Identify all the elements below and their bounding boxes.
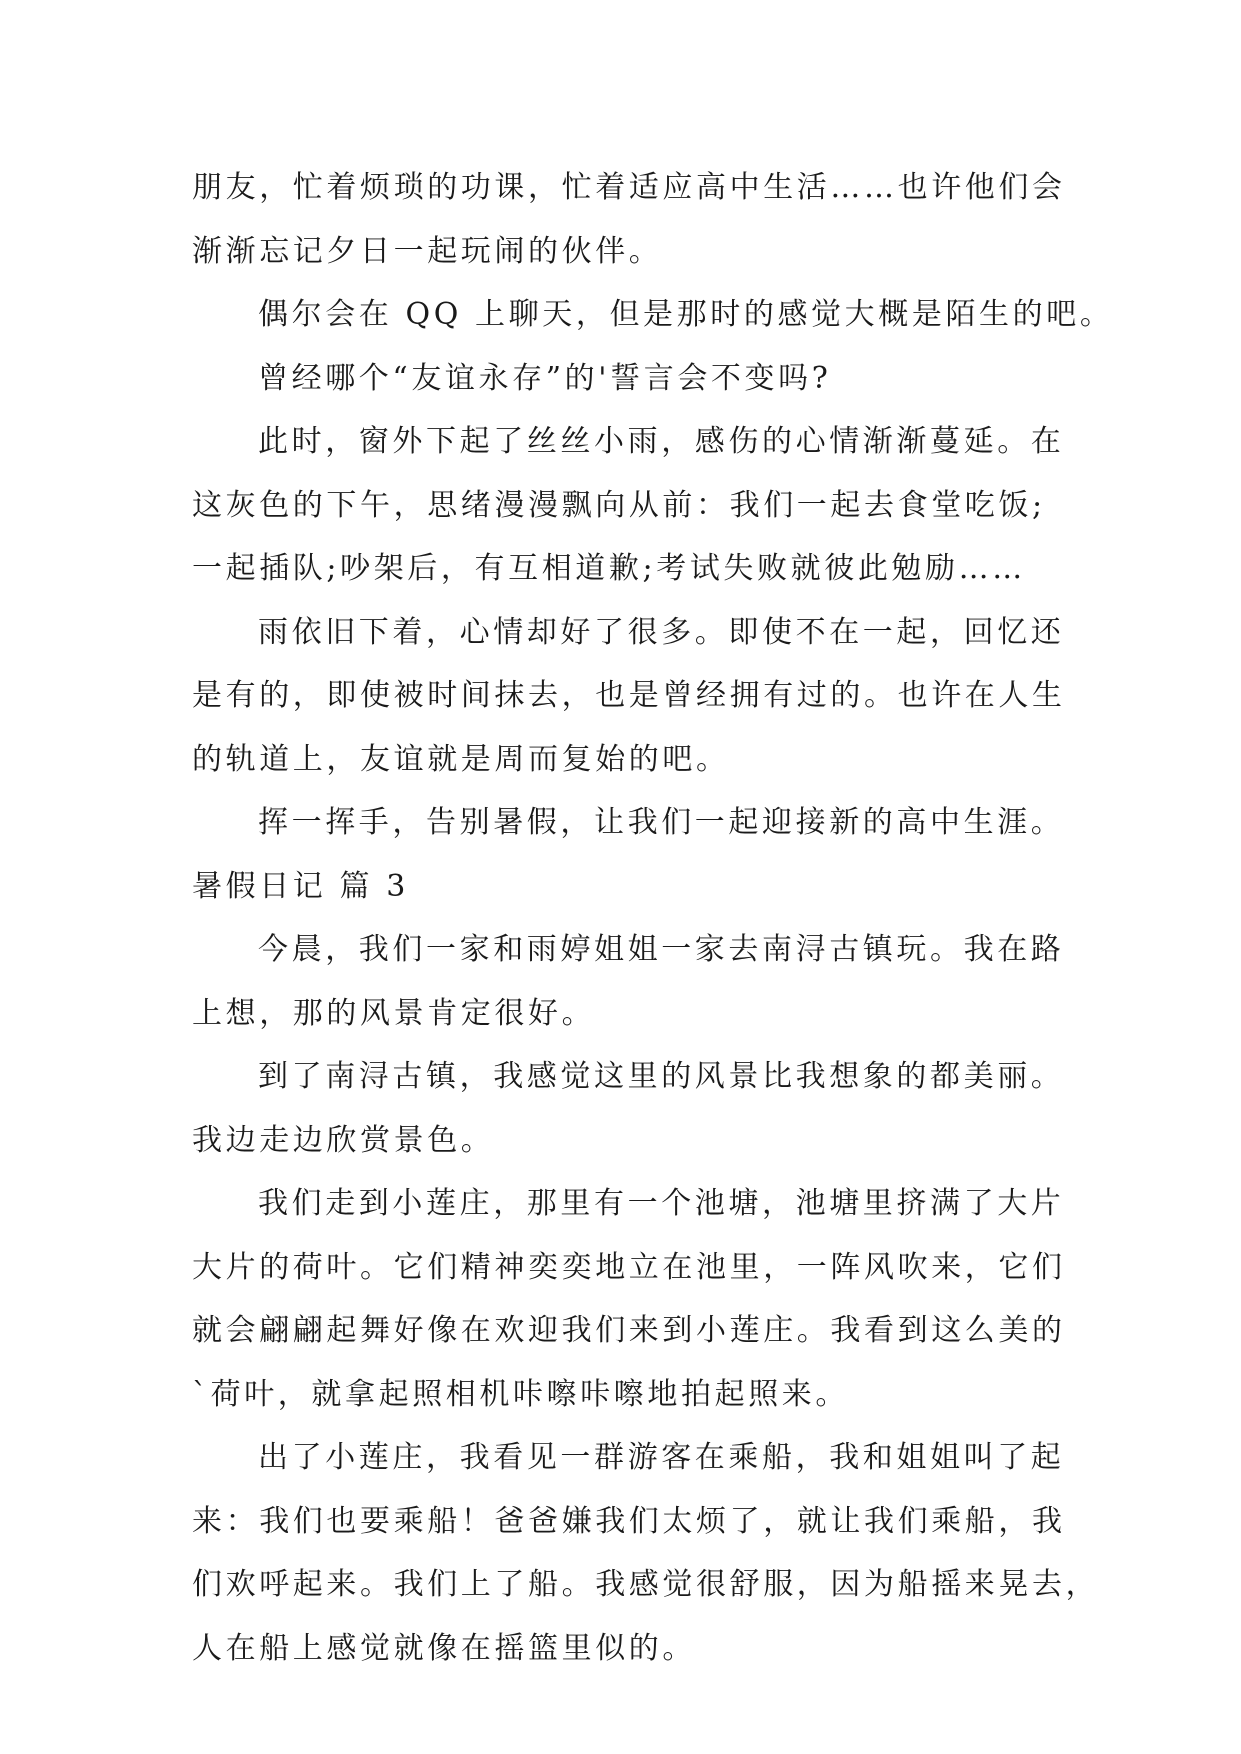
text-line: 人在船上感觉就像在摇篮里似的。 xyxy=(192,1630,696,1666)
text-line: 大片的荷叶。它们精神奕奕地立在池里，一阵风吹来，它们 xyxy=(192,1249,1066,1285)
text-line: 们欢呼起来。我们上了船。我感觉很舒服，因为船摇来晃去， xyxy=(192,1567,1100,1602)
text-line: 是有的，即使被时间抹去，也是曾经拥有过的。也许在人生 xyxy=(192,678,1066,713)
text-line: 我边走边欣赏景色。 xyxy=(192,1122,495,1158)
text-line: 雨依旧下着，心情却好了很多。即使不在一起，回忆还 xyxy=(258,614,1065,650)
body-text xyxy=(192,156,1114,1680)
text-line: 此时，窗外下起了丝丝小雨，感伤的心情渐渐蔓延。在 xyxy=(258,424,1065,459)
text-line: 朋友，忙着烦琐的功课，忙着适应高中生活……也许他们会 xyxy=(192,170,1066,205)
text-line: 到了南浔古镇，我感觉这里的风景比我想象的都美丽。 xyxy=(258,1059,1065,1094)
text-line: `荷叶，就拿起照相机咔嚓咔嚓地拍起照来。 xyxy=(192,1376,849,1412)
text-line: 上想，那的风景肯定很好。 xyxy=(192,995,596,1031)
text-line: 今晨，我们一家和雨婷姐姐一家去南浔古镇玩。我在路 xyxy=(258,932,1065,967)
text-line: 的轨道上，友谊就是周而复始的吧。 xyxy=(192,741,730,777)
text-line: 渐渐忘记夕日一起玩闹的伙伴。 xyxy=(192,233,663,269)
text-line: 来：我们也要乘船！爸爸嫌我们太烦了，就让我们乘船，我 xyxy=(192,1503,1066,1539)
text-line: 暑假日记 篇 3 xyxy=(192,868,409,904)
text-line: 就会翩翩起舞好像在欢迎我们来到小莲庄。我看到这么美的 xyxy=(192,1313,1066,1348)
text-line: 挥一挥手，告别暑假，让我们一起迎接新的高中生涯。 xyxy=(258,805,1065,840)
text-line: 一起插队;吵架后，有互相道歉;考试失败就彼此勉励…… xyxy=(192,551,1026,586)
text-line: 偶尔会在 QQ 上聊天，但是那时的感觉大概是陌生的吧。 xyxy=(258,297,1114,332)
text-line: 出了小莲庄，我看见一群游客在乘船，我和姐姐叫了起 xyxy=(258,1440,1065,1475)
text-line: 我们走到小莲庄，那里有一个池塘，池塘里挤满了大片 xyxy=(258,1186,1065,1221)
text-line: 这灰色的下午，思绪漫漫飘向从前：我们一起去食堂吃饭; xyxy=(192,487,1046,523)
text-line: 曾经哪个“友谊永存”的'誓言会不变吗? xyxy=(258,360,832,396)
